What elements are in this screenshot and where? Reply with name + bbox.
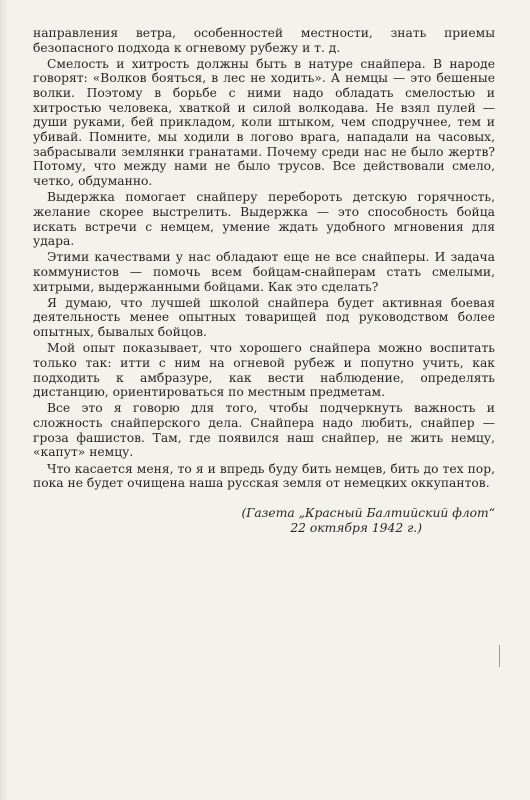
paragraph: Выдержка помогает снайперу перебороть детскую горячность, желание скорее выстрелить. Выдержка — это способность бойца искать встречи с немцем, умение ждать удобного мгновения для удара. <box>33 190 495 249</box>
source-citation <box>240 506 497 535</box>
source-date: 22 октября 1942 г.) <box>290 520 422 535</box>
scan-artifact <box>499 645 500 667</box>
paragraph: направления ветра, особенностей местности, знать приемы безопасного подхода к огневому рубежу и т. д. <box>33 26 495 55</box>
paragraph: Я думаю, что лучшей школой снайпера будет активная боевая деятельность менее опытных товарищей под руководством более опытных, бывалых бойцов. <box>33 295 495 340</box>
paragraph: Все это я говорю для того, чтобы подчеркнуть важность и сложность снайперского дела. Снайпера надо любить, снайпер — гроза фашистов. Там, где появился наш снайпер, не жить немцу, «капут» немцу. <box>33 401 495 460</box>
paragraph: Что касается меня, то я и впредь буду бить немцев, бить до тех пор, пока не будет очищена наша русская земля от немецких оккупантов. <box>33 461 495 491</box>
paragraph: Мой опыт показывает, что хорошего снайпера можно воспитать только так: итти с ним на огневой рубеж и попутно учить, как подходить к амбразуре, как вести наблюдение, определять дистанцию, ориентироваться по местным предметам. <box>33 341 495 400</box>
scan-edge-shadow <box>0 0 8 800</box>
source-newspaper: (Газета „Красный Балтийский флот“ <box>241 506 495 520</box>
paragraph: Этими качествами у нас обладают еще не все снайперы. И задача коммунистов — помочь всем бойцам-снайперам стать смелыми, хитрыми, выдержанными бойцами. Как это сделать? <box>33 250 495 294</box>
article-body <box>33 26 495 492</box>
paragraph: Смелость и хитрость должны быть в натуре снайпера. В народе говорят: «Волков бояться, в лес не ходить». А немцы — это бешеные волки. Поэтому в борьбе с ними надо обладать смелостью и хитростью человека, хваткой и силой волкодава. Не взял пулей — души руками, бей прикладом, коли штыком, чем сподручнее, тем и убивай. Помните, мы ходили в логово врага, нападали на часовых, забрасывали землянки гранатами. Почему среди нас не было жертв? Потому, что между нами не было трусов. Все действовали смело, четко, обдуманно. <box>33 56 495 189</box>
